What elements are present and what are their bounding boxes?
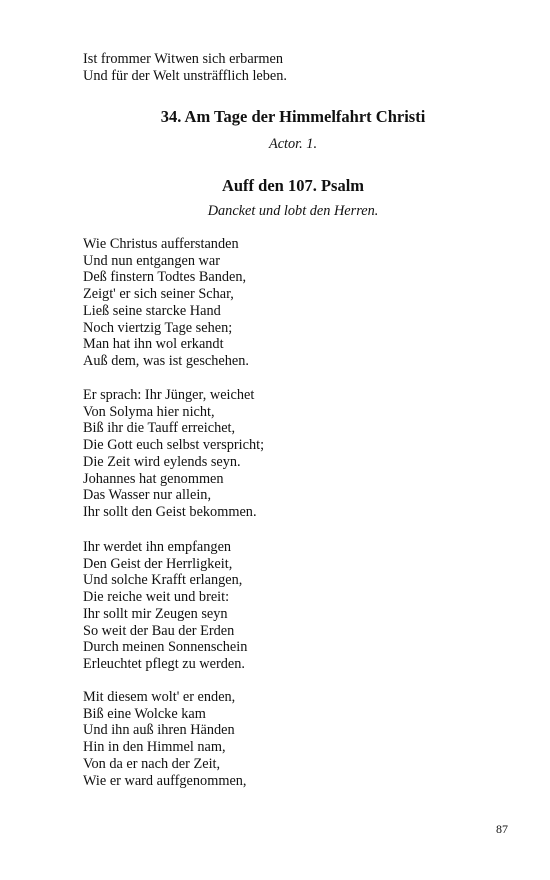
- verse-line: Von da er nach der Zeit,: [83, 755, 221, 772]
- page-number: 87: [496, 822, 508, 836]
- hymn-reference: Actor. 1.: [268, 136, 318, 152]
- verse-line: Und solche Krafft erlangen,: [83, 572, 243, 589]
- intro-line: Ist frommer Witwen sich erbarmen: [83, 51, 284, 67]
- verse-line: Erleuchtet pflegt zu werden.: [83, 655, 245, 672]
- verse-line: Ihr sollt den Geist bekommen.: [83, 503, 257, 520]
- verse-line: Zeigt' er sich seiner Schar,: [83, 286, 234, 303]
- verse-line: Und nun entgangen war: [83, 252, 220, 269]
- verse-line: Den Geist der Herrligkeit,: [83, 555, 233, 572]
- verse-line: Durch meinen Sonnenschein: [83, 639, 248, 656]
- stanza-4: [83, 689, 503, 789]
- verse-line: Ihr sollt mir Zeugen seyn: [83, 605, 228, 622]
- verse-line: Deß finstern Todtes Banden,: [83, 269, 247, 286]
- verse-line: Biß ihr die Tauff erreichet,: [83, 420, 236, 437]
- verse-line: Wie er ward auffgenommen,: [83, 772, 247, 789]
- verse-line: Und ihn auß ihren Händen: [83, 722, 235, 739]
- psalm-tune: Dancket und lobt den Herren.: [207, 203, 379, 219]
- verse-line: Wie Christus aufferstanden: [83, 236, 239, 252]
- verse-line: Biß eine Wolcke kam: [83, 705, 206, 722]
- verse-line: Noch viertzig Tage sehen;: [83, 319, 233, 336]
- verse-line: Die Gott euch selbst verspricht;: [83, 437, 265, 454]
- verse-line: Er sprach: Ihr Jünger, weichet: [83, 387, 255, 403]
- verse-line: So weit der Bau der Erden: [83, 622, 235, 639]
- verse-line: Ließ seine starcke Hand: [83, 302, 221, 319]
- stanza-2: [83, 387, 503, 521]
- verse-line: Auß dem, was ist geschehen.: [83, 352, 249, 369]
- verse-line: Die reiche weit und breit:: [83, 589, 230, 606]
- intro-lines: [83, 51, 503, 84]
- psalm-title: Auff den 107. Psalm: [221, 176, 365, 195]
- verse-line: Ihr werdet ihn empfangen: [83, 539, 232, 555]
- verse-line: Hin in den Himmel nam,: [83, 739, 226, 756]
- verse-line: Die Zeit wird eylends seyn.: [83, 453, 241, 470]
- verse-line: Das Wasser nur allein,: [83, 487, 212, 504]
- stanza-1: [83, 236, 503, 370]
- stanza-3: [83, 539, 503, 673]
- hymn-title: 34. Am Tage der Himmelfahrt Christi: [160, 107, 426, 126]
- verse-line: Johannes hat genommen: [83, 470, 224, 487]
- verse-line: Mit diesem wolt' er enden,: [83, 689, 236, 705]
- verse-line: Man hat ihn wol erkandt: [83, 336, 224, 353]
- verse-line: Von Solyma hier nicht,: [83, 403, 215, 420]
- intro-line: Und für der Welt unsträfflich leben.: [83, 67, 287, 84]
